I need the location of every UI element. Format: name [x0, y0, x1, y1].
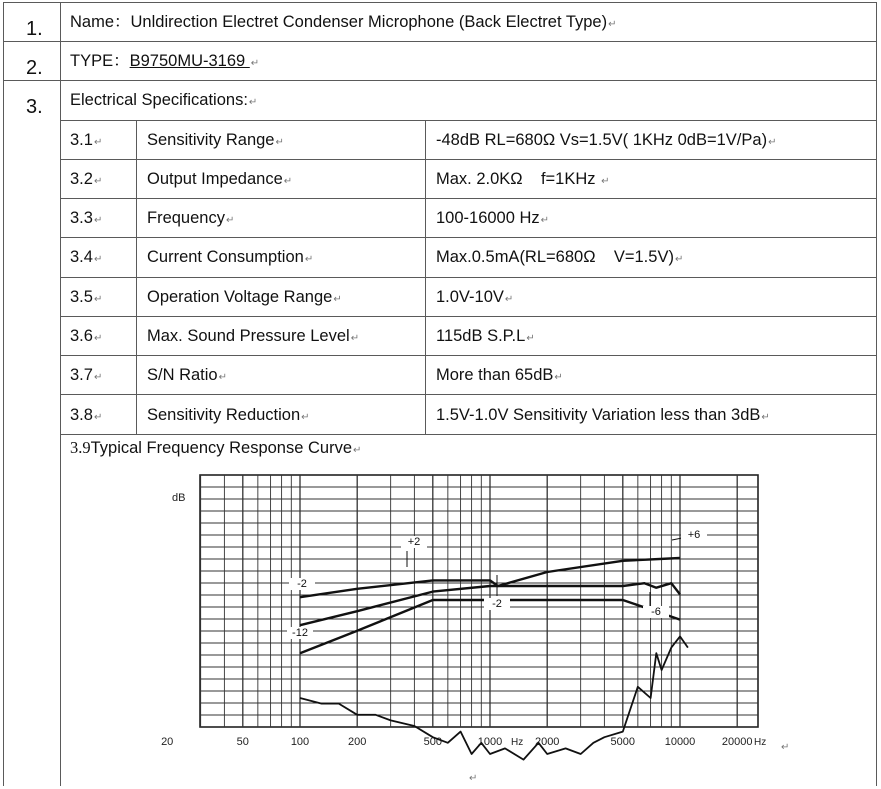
spec-name: Current Consumption↵ [147, 248, 314, 266]
spec-name: Sensitivity Range↵ [147, 131, 284, 149]
y-axis-label: dB [172, 492, 186, 504]
x-tick-label: 50 [236, 736, 249, 748]
spec-name: Max. Sound Pressure Level↵ [147, 327, 360, 345]
spec-value: 100-16000 Hz↵ [436, 209, 550, 227]
product-type-value: B9750MU-3169 [129, 52, 250, 70]
spec-name: S/N Ratio↵ [147, 366, 227, 384]
row-index: 1. [26, 18, 43, 40]
annotation-label: -2 [492, 598, 502, 610]
annotation-label: -2 [297, 578, 307, 590]
paragraph-mark: ↵ [608, 19, 617, 30]
spec-value: Max. 2.0KΩ f=1KHz ↵ [436, 170, 610, 188]
spec-value: 1.0V-10V↵ [436, 288, 514, 306]
x-tick-label: 20 [161, 736, 174, 748]
annotation-label: -12 [292, 627, 308, 639]
product-type-label: TYPE： [70, 52, 130, 70]
x-tick-label: 2000 [534, 736, 560, 748]
spec-name: Output Impedance↵ [147, 170, 293, 188]
paragraph-mark: ↵ [248, 97, 258, 108]
x-tick-label: 200 [348, 736, 367, 748]
spec-name: Frequency↵ [147, 209, 235, 227]
spec-value: -48dB RL=680Ω Vs=1.5V( 1KHz 0dB=1V/Pa)↵ [436, 131, 777, 149]
spec-value: More than 65dB↵ [436, 366, 563, 384]
x-tick-label: 5000 [610, 736, 636, 748]
spec-value: 115dB S.P.L↵ [436, 327, 535, 345]
spec-id: 3.2↵ [70, 170, 103, 188]
spec-id: 3.4↵ [70, 248, 103, 266]
x-tick-label: 1000 [477, 736, 503, 748]
spec-value: Max.0.5mA(RL=680Ω V=1.5V)↵ [436, 248, 684, 266]
spec-name: Operation Voltage Range↵ [147, 288, 342, 306]
x-tick-label: 20000 [721, 736, 753, 748]
x-axis-unit: Hz [511, 737, 524, 748]
spec-id: 3.3↵ [70, 209, 103, 227]
spec-id: 3.1↵ [70, 131, 103, 149]
paragraph-mark: ↵ [353, 445, 362, 456]
spec-id: 3.7↵ [70, 366, 103, 384]
product-name-value: Unldirection Electret Condenser Microphone (Back Electret Type) [130, 13, 608, 31]
x-tick-label: 100 [290, 736, 310, 748]
paragraph-mark: ↵ [781, 742, 790, 753]
paragraph-mark: ↵ [250, 58, 260, 69]
spec-id: 3.8↵ [70, 406, 103, 424]
trailing-paragraph-mark: ↵ [469, 773, 478, 784]
curve-section-id: 3.9 [70, 438, 91, 457]
annotation-label: +2 [407, 536, 421, 548]
annotation-label: +6 [687, 529, 701, 541]
product-name-label: Name： [70, 13, 131, 31]
row-index: 2. [26, 57, 43, 79]
x-tick-label: 10000 [664, 736, 696, 748]
annotation-label: -6 [651, 606, 661, 618]
specs-heading: Electrical Specifications:↵ [70, 91, 258, 109]
x-tick-label: 500 [423, 736, 442, 748]
spec-id: 3.6↵ [70, 327, 103, 345]
curve-section-title: Typical Frequency Response Curve [90, 439, 352, 457]
row-index: 3. [26, 96, 43, 118]
x-axis-unit: Hz [754, 737, 767, 748]
spec-value: 1.5V-1.0V Sensitivity Variation less than 3dB↵ [436, 406, 770, 424]
spec-id: 3.5↵ [70, 288, 103, 306]
spec-name: Sensitivity Reduction↵ [147, 406, 310, 424]
